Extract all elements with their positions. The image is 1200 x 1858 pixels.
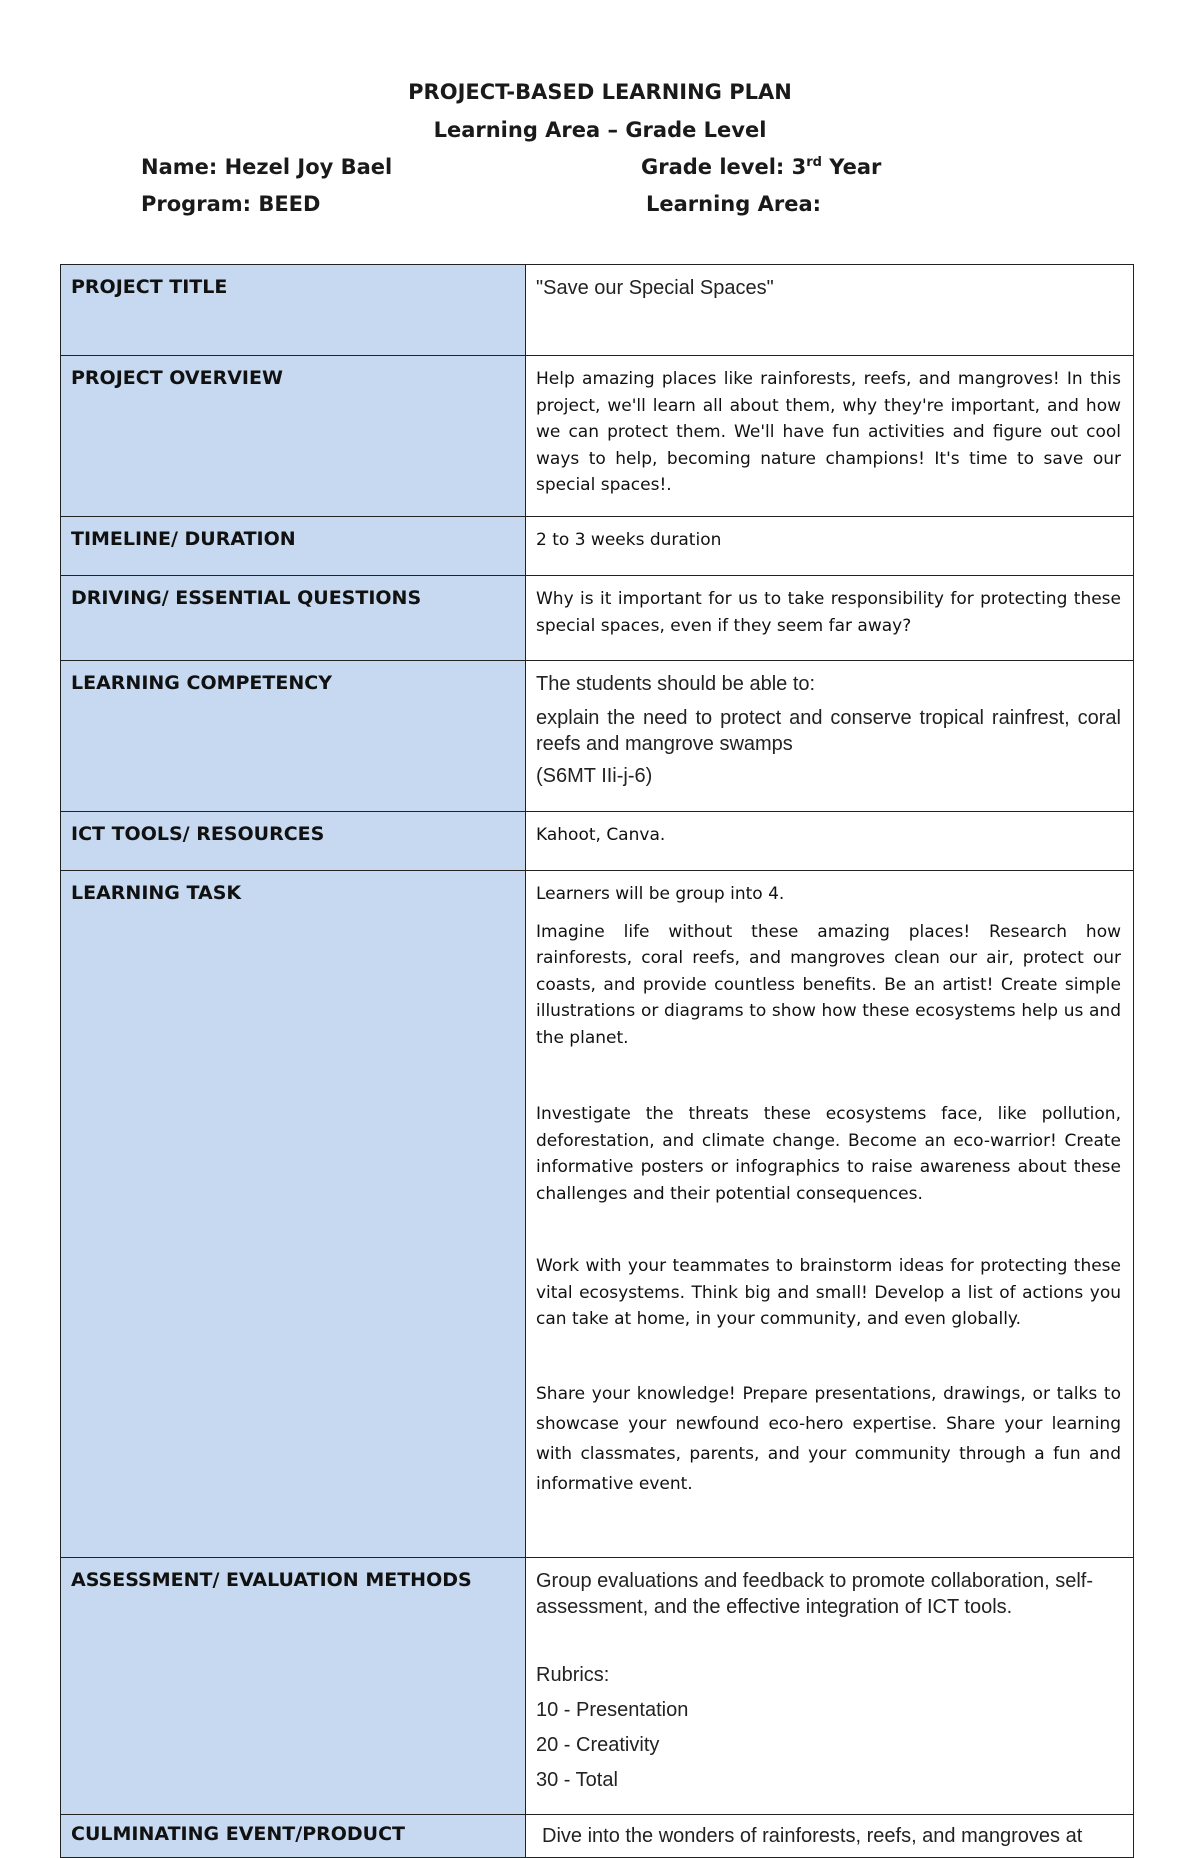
grade-suffix: Year	[829, 155, 882, 179]
program-field	[141, 192, 320, 216]
essential-questions-value: Why is it important for us to take responsibility for protecting these special spaces, even if they seem far away?	[526, 576, 1134, 661]
name-label: Name:	[141, 155, 218, 179]
row-timeline	[61, 517, 1134, 576]
grade-ordinal: rd	[806, 155, 822, 170]
row-assessment	[61, 1558, 1134, 1815]
project-title-label: PROJECT TITLE	[61, 265, 526, 356]
project-overview-value: Help amazing places like rainforests, reefs, and mangroves! In this project, we'll learn all about them, why they're important, and how we can protect them. We'll have fun activities and figure out cool ways to help, becoming nature champions! It's time to save our special spaces!.	[526, 356, 1134, 517]
plan-subtitle: Learning Area – Grade Level	[433, 118, 767, 142]
rubric-total: 30 - Total	[536, 1769, 618, 1791]
project-overview-label: PROJECT OVERVIEW	[61, 356, 526, 517]
name-field	[141, 155, 392, 179]
program-label: Program:	[141, 192, 252, 216]
task-paragraph-5: Share your knowledge! Prepare presentations, drawings, or talks to showcase your newfound eco-hero expertise. Share your learning with classmates, parents, and your community through a fun and informative event.	[536, 1383, 1121, 1494]
grade-label: Grade level:	[641, 155, 785, 179]
learning-task-cell	[526, 871, 1134, 1558]
grade-field	[641, 155, 881, 179]
assessment-label: ASSESSMENT/ EVALUATION METHODS	[61, 1558, 526, 1815]
learning-area-label: Learning Area:	[646, 192, 822, 216]
plan-table	[60, 264, 1134, 1858]
essential-questions-label: DRIVING/ ESSENTIAL QUESTIONS	[61, 576, 526, 661]
rubrics-label: Rubrics:	[536, 1664, 610, 1686]
timeline-label: TIMELINE/ DURATION	[61, 517, 526, 576]
row-culminating-event	[61, 1815, 1134, 1858]
row-project-overview	[61, 356, 1134, 517]
grade-number: 3	[791, 155, 807, 179]
learning-task-label: LEARNING TASK	[61, 871, 526, 1558]
assessment-cell	[526, 1558, 1134, 1815]
culminating-event-cell	[526, 1815, 1134, 1858]
competency-intro: The students should be able to:	[536, 673, 816, 695]
assessment-text: Group evaluations and feedback to promote collaboration, self-assessment, and the effective integration of ICT tools.	[536, 1570, 1094, 1618]
row-learning-task	[61, 871, 1134, 1558]
task-paragraph-1: Learners will be group into 4.	[536, 884, 785, 904]
competency-code: (S6MT IIi-j-6)	[536, 765, 653, 787]
timeline-value: 2 to 3 weeks duration	[526, 517, 1134, 576]
row-project-title	[61, 265, 1134, 356]
task-paragraph-2: Imagine life without these amazing places! Research how rainforests, coral reefs, and mangroves clean our air, protect our coasts, and provide countless benefits. Be an artist! Create simple illustrations or diagrams to show how these ecosystems help us and the planet.	[536, 921, 1121, 1048]
learning-competency-cell	[526, 661, 1134, 812]
rubric-creativity: 20 - Creativity	[536, 1734, 660, 1756]
ict-tools-label: ICT TOOLS/ RESOURCES	[61, 812, 526, 871]
learning-competency-label: LEARNING COMPETENCY	[61, 661, 526, 812]
name-value: Hezel Joy Bael	[224, 155, 393, 179]
project-title-cell	[526, 265, 1134, 356]
learning-area-field	[646, 192, 821, 216]
task-paragraph-3: Investigate the threats these ecosystems face, like pollution, deforestation, and climate change. Become an eco-warrior! Create informative posters or infographics to raise awareness about these challenges and their potential consequences.	[536, 1104, 1121, 1204]
row-ict-tools	[61, 812, 1134, 871]
row-learning-competency	[61, 661, 1134, 812]
culminating-event-value: Dive into the wonders of rainforests, reefs, and mangroves at	[542, 1825, 1083, 1847]
row-essential-questions	[61, 576, 1134, 661]
ict-tools-value: Kahoot, Canva.	[526, 812, 1134, 871]
plan-title: PROJECT-BASED LEARNING PLAN	[408, 80, 792, 104]
task-paragraph-4: Work with your teammates to brainstorm ideas for protecting these vital ecosystems. Think big and small! Develop a list of actions you can take at home, in your community, and even globally.	[536, 1256, 1121, 1329]
project-title-value: "Save our Special Spaces"	[536, 277, 774, 299]
program-value: BEED	[258, 192, 321, 216]
culminating-event-label: CULMINATING EVENT/PRODUCT	[61, 1815, 526, 1858]
competency-text: explain the need to protect and conserve tropical rainfrest, coral reefs and mangrove swamps	[536, 707, 1121, 755]
rubric-presentation: 10 - Presentation	[536, 1699, 689, 1721]
